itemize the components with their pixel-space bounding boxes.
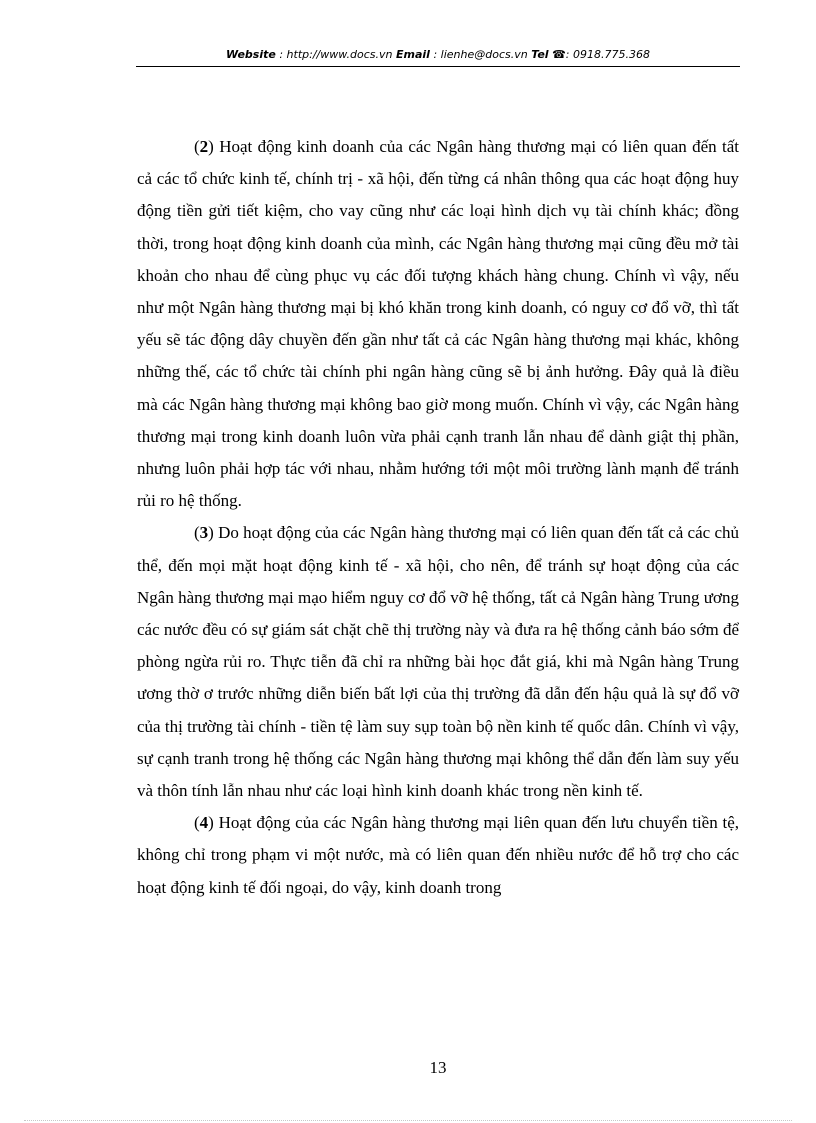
email-label: Email: [396, 48, 430, 61]
paragraph-text: Hoạt động kinh doanh của các Ngân hàng thương mại có liên quan đến tất cả các tổ chức kinh tế, chính trị - xã hội, đến từng cá nhân thông qua các hoạt động huy động tiền gửi tiết kiệm, cho vay cũng như các loại hình dịch vụ tài chính khác; đồng thời, trong hoạt động kinh doanh của mình, các Ngân hàng thương mại cũng đều mở tài khoản cho nhau để cùng phục vụ các đối tượng khách hàng chung. Chính vì vậy, nếu như một Ngân hàng thương mại bị khó khăn trong kinh doanh, có nguy cơ đổ vỡ, thì tất yếu sẽ tác động dây chuyền đến gần như tất cả các Ngân hàng thương mại khác, không những thế, các tổ chức tài chính phi ngân hàng cũng sẽ bị ảnh hưởng. Đây quả là điều mà các Ngân hàng thương mại không bao giờ mong muốn. Chính vì vậy, các Ngân hàng thương mại trong kinh doanh luôn vừa phải cạnh tranh lẫn nhau để dành giật thị phần, nhưng luôn phải hợp tác với nhau, nhằm hướng tới một môi trường lành mạnh để tránh rủi ro hệ thống.: [137, 137, 739, 511]
page-header: [136, 47, 740, 63]
phone-icon: ☎: [552, 48, 566, 61]
header-divider: [136, 66, 740, 67]
page-number: 13: [429, 1058, 447, 1077]
page-bottom-divider: [24, 1120, 792, 1121]
email-value: : lienhe@docs.vn: [429, 48, 532, 61]
paragraph-text: Do hoạt động của các Ngân hàng thương mại có liên quan đến tất cả các chủ thể, đến mọi mặt hoạt động kinh tế - xã hội, cho nên, để tránh sự hoạt động của các Ngân hàng thương mại mạo hiểm nguy cơ đổ vỡ hệ thống, tất cả Ngân hàng Trung ương các nước đều có sự giám sát chặt chẽ thị trường này và đưa ra hệ thống cảnh báo sớm để phòng ngừa rủi ro. Thực tiễn đã chỉ ra những bài học đắt giá, khi mà Ngân hàng Trung ương thờ ơ trước những diễn biến bất lợi của thị trường đã dẫn đến hậu quả là sự đổ vỡ của thị trường tài chính - tiền tệ làm suy sụp toàn bộ nền kinh tế quốc dân. Chính vì vậy, sự cạnh tranh trong hệ thống các Ngân hàng thương mại không thể dẫn đến làm suy yếu và thôn tính lẫn nhau như các loại hình kinh doanh khác trong nền kinh tế.: [137, 523, 740, 801]
website-value: : http://www.docs.vn: [275, 48, 397, 61]
body-text: [137, 131, 739, 904]
paragraph-4: (4) Hoạt động của các Ngân hàng thương mại liên quan đến lưu chuyển tiền tệ, không chỉ trong phạm vi một nước, mà có liên quan đến nhiều nước để hỗ trợ cho các hoạt động kinh tế đối ngoại, do vậy, kinh doanh trong: [137, 813, 739, 897]
paragraph-number: 4: [199, 813, 209, 833]
paragraph-number: 2: [199, 137, 209, 156]
paragraph-2: (2) Hoạt động kinh doanh của các Ngân hàng thương mại có liên quan đến tất cả các tổ chức kinh tế, chính trị - xã hội, đến từng cá nhân thông qua các hoạt động huy động tiền gửi tiết kiệm, cho vay cũng như các loại hình dịch vụ tài chính khác; đồng thời, trong hoạt động kinh doanh của mình, các Ngân hàng thương mại cũng đều mở tài khoản cho nhau để cùng phục vụ các đối tượng khách hàng chung. Chính vì vậy, nếu như một Ngân hàng thương mại bị khó khăn trong kinh doanh, có nguy cơ đổ vỡ, thì tất yếu sẽ tác động dây chuyền đến gần như tất cả các Ngân hàng thương mại khác, không những thế, các tổ chức tài chính phi ngân hàng cũng sẽ bị ảnh hưởng. Đây quả là điều mà các Ngân hàng thương mại không bao giờ mong muốn. Chính vì vậy, các Ngân hàng thương mại trong kinh doanh luôn vừa phải cạnh tranh lẫn nhau để dành giật thị phần, nhưng luôn phải hợp tác với nhau, nhằm hướng tới một môi trường lành mạnh để tránh rủi ro hệ thống.: [137, 137, 739, 511]
paragraph-3: (3) Do hoạt động của các Ngân hàng thương mại có liên quan đến tất cả các chủ thể, đến mọi mặt hoạt động kinh tế - xã hội, cho nên, để tránh sự hoạt động của các Ngân hàng thương mại mạo hiểm nguy cơ đổ vỡ hệ thống, tất cả Ngân hàng Trung ương các nước đều có sự giám sát chặt chẽ thị trường này và đưa ra hệ thống cảnh báo sớm để phòng ngừa rủi ro. Thực tiễn đã chỉ ra những bài học đắt giá, khi mà Ngân hàng Trung ương thờ ơ trước những diễn biến bất lợi của thị trường đã dẫn đến hậu quả là sự đổ vỡ của thị trường tài chính - tiền tệ làm suy sụp toàn bộ nền kinh tế quốc dân. Chính vì vậy, sự cạnh tranh trong hệ thống các Ngân hàng thương mại không thể dẫn đến làm suy yếu và thôn tính lẫn nhau như các loại hình kinh doanh khác trong nền kinh tế.: [137, 523, 740, 801]
tel-value: : 0918.775.368: [565, 48, 650, 61]
website-label: Website: [226, 48, 276, 61]
paragraph-number: 3: [199, 523, 209, 543]
tel-label: Tel: [531, 48, 549, 61]
paragraph-text: Hoạt động của các Ngân hàng thương mại liên quan đến lưu chuyển tiền tệ, không chỉ trong phạm vi một nước, mà có liên quan đến nhiều nước để hỗ trợ cho các hoạt động kinh tế đối ngoại, do vậy, kinh doanh trong: [137, 813, 739, 897]
